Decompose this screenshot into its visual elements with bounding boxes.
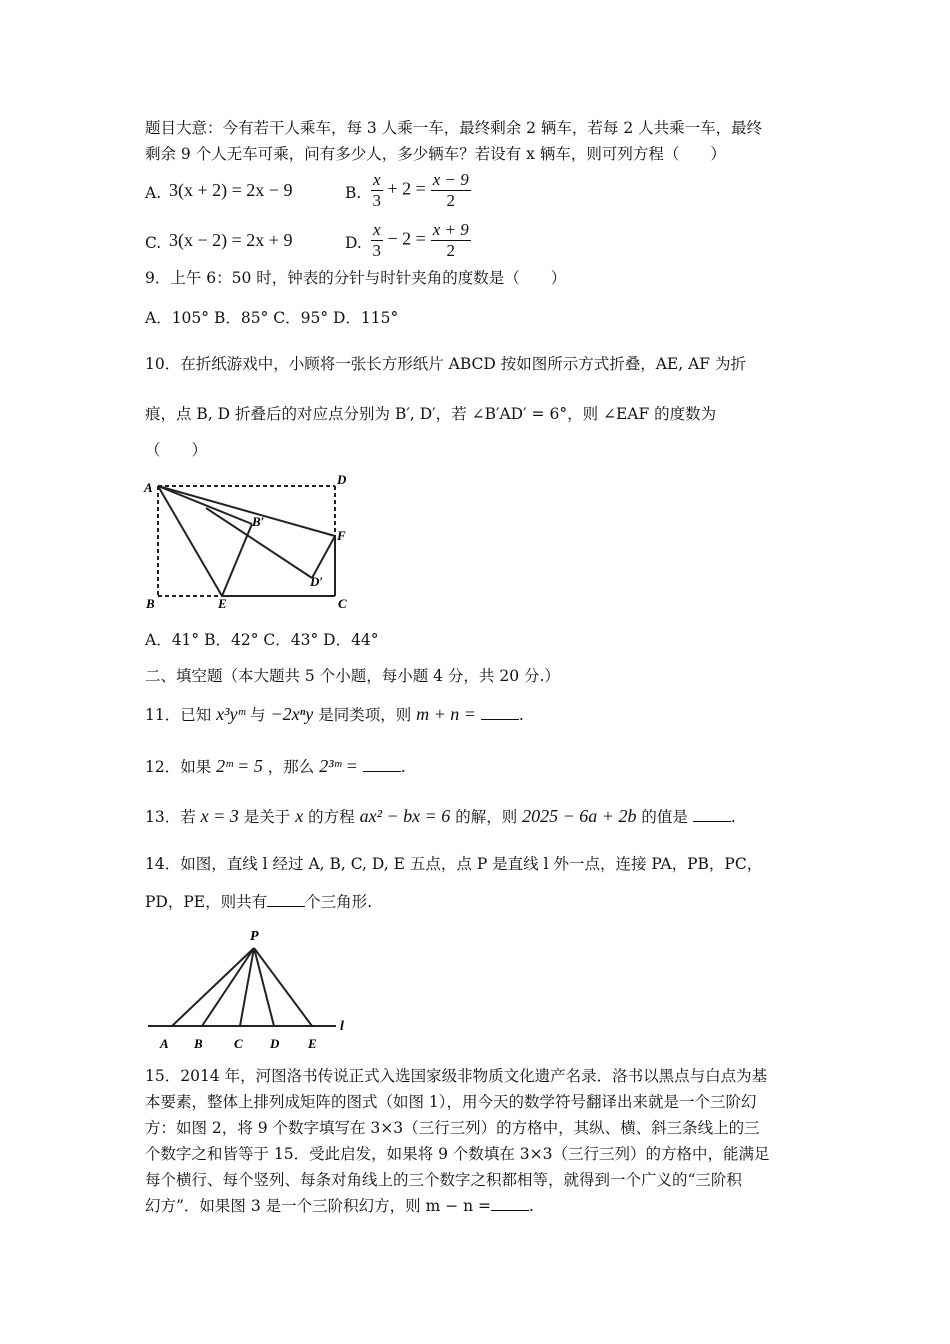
q13-expr-4: 2025 − 6a + 2b	[522, 806, 637, 826]
q15-line-2: 本要素，整体上排列成矩阵的图式（如图 1），用今天的数学符号翻译出来就是一个三阶幻	[145, 1093, 757, 1111]
q15-line-1: 15．2014 年，河图洛书传说正式入选国家级非物质文化遗产名录．洛书以黑点与白点为基	[145, 1067, 768, 1085]
q12-expr-2: 2³ᵐ =	[319, 756, 358, 776]
segment-pe	[254, 948, 312, 1026]
q14-answer-blank[interactable]	[267, 892, 305, 907]
option-b-mid: + 2 =	[387, 178, 426, 199]
q14-triangle-figure	[140, 918, 360, 1058]
option-b-label: B.	[345, 184, 362, 202]
q10-options: A．41° B．42° C．43° D．44°	[145, 631, 379, 649]
q15-line-6-pre: 幻方”．如果图 3 是一个三阶积幻方，则 m − n =	[145, 1197, 492, 1215]
q10-line-2: 痕，点 B, D 折叠后的对应点分别为 B′, D′，若 ∠B′AD′ = 6°，则 ∠EAF 的度数为	[145, 405, 717, 423]
q11-expr-3: m + n =	[416, 704, 476, 724]
option-c-label: C.	[145, 234, 162, 252]
q13-end: .	[730, 808, 736, 826]
intro-line-1: 题目大意：今有若干人乘车，每 3 人乘一车，最终剩余 2 辆车，若每 2 人共乘一车，最终	[145, 119, 763, 137]
q11-mid: 与	[250, 706, 266, 724]
q13-mid-2: 的方程	[308, 808, 355, 826]
q9-options: A．105° B．85° C．95° D．115°	[145, 309, 399, 327]
q12-end: .	[400, 758, 406, 776]
section-2-title: 二、填空题（本大题共 5 个小题，每小题 4 分，共 20 分.）	[145, 667, 560, 685]
option-d-frac-1: $\frac{x}{3}$	[372, 220, 382, 260]
q13-pre: 13．若	[145, 808, 196, 826]
q11-mid-2: 是同类项，则	[318, 706, 412, 724]
q14-line-2	[145, 888, 810, 916]
label-c: C	[338, 596, 347, 611]
label-b-prime: B′	[252, 514, 265, 529]
label-a: A	[160, 1036, 169, 1051]
option-d-frac-2: $\frac{x + 9}{2}$	[432, 220, 469, 260]
fold-d-prime-f	[312, 536, 335, 578]
intro-line-2: 剩余 9 个人无车可乘，问有多少人，多少辆车？若设有 x 辆车，则可列方程（ ）	[145, 145, 726, 163]
q11-answer-blank[interactable]	[481, 705, 519, 720]
label-e: E	[218, 596, 227, 611]
q13-mid-3: 的解，则	[455, 808, 518, 826]
label-l: l	[340, 1019, 344, 1034]
label-e: E	[308, 1036, 317, 1051]
q15-line-3: 方：如图 2，将 9 个数字填写在 3×3（三行三列）的方格中，其纵、横、斜三条线上的三	[145, 1119, 760, 1137]
label-d-prime: D′	[310, 574, 324, 589]
q11-pre: 11．已知	[145, 706, 212, 724]
q15-answer-blank[interactable]	[491, 1196, 529, 1211]
label-b: B	[146, 596, 155, 611]
q10-line-1: 10．在折纸游戏中，小顾将一张长方形纸片 ABCD 按如图所示方式折叠，AE, AF 为折	[145, 355, 746, 373]
option-b-expr	[371, 170, 471, 211]
crease-ae	[158, 486, 222, 596]
label-d: D	[337, 472, 347, 487]
option-d-mid: − 2 =	[387, 228, 426, 249]
q13-mid: 是关于	[243, 808, 291, 826]
option-b-frac-1: $\frac{x}{3}$	[372, 170, 382, 210]
q13-expr-1: x = 3	[200, 806, 239, 826]
q15-line-6-end: .	[529, 1197, 534, 1215]
q11-expr-1: x³yᵐ	[216, 704, 246, 724]
q12-mid: ，那么	[267, 758, 315, 776]
crease-af	[158, 486, 335, 536]
q15-line-5: 每个横行、每个竖列、每条对角线上的三个数字之积都相等，就得到一个广义的“三阶积	[145, 1171, 742, 1189]
fold-ab-prime	[158, 486, 252, 524]
q10-line-3: （ ）	[145, 441, 208, 459]
q12-answer-blank[interactable]	[363, 757, 401, 772]
q11	[145, 700, 810, 729]
segment-pd	[254, 948, 274, 1026]
q13-expr-3: ax² − bx = 6	[359, 806, 451, 826]
q13-mid-4: 的值是	[641, 808, 688, 826]
option-d-expr	[371, 220, 471, 261]
q11-end: .	[518, 706, 524, 724]
option-a-label: A.	[145, 184, 162, 202]
option-b-frac-2: $\frac{x - 9}{2}$	[432, 170, 469, 210]
q13-answer-blank[interactable]	[693, 807, 731, 822]
q10-fold-figure	[140, 468, 370, 618]
q14-line-2-post: 个三角形.	[305, 893, 373, 911]
label-a: A	[144, 480, 153, 495]
label-d: D	[270, 1036, 280, 1051]
q9-stem: 9．上午 6：50 时，钟表的分针与时针夹角的度数是（ ）	[145, 269, 567, 287]
q12	[145, 752, 810, 781]
q14-line-2-pre: PD，PE，则共有	[145, 893, 268, 911]
q15-line-6	[145, 1192, 810, 1220]
q14-line-1: 14．如图，直线 l 经过 A, B, C, D, E 五点，点 P 是直线 l 外一点，连接 PA，PB，PC，	[145, 855, 763, 873]
q12-pre: 12．如果	[145, 758, 212, 776]
q13-expr-2: x	[295, 806, 304, 826]
q11-expr-2: −2xⁿy	[270, 704, 314, 724]
label-f: F	[337, 528, 346, 543]
label-c: C	[234, 1036, 243, 1051]
q13	[145, 802, 810, 831]
label-p: P	[250, 929, 259, 944]
label-b: B	[194, 1036, 203, 1051]
option-a-expr: 3(x + 2) = 2x − 9	[169, 180, 293, 200]
option-d-label: D.	[345, 234, 362, 252]
q12-expr-1: 2ᵐ = 5	[216, 756, 263, 776]
q15-line-4: 个数字之和皆等于 15．受此启发，如果将 9 个数填在 3×3（三行三列）的方格中，能满足	[145, 1145, 770, 1163]
option-c-expr: 3(x − 2) = 2x + 9	[169, 230, 293, 250]
